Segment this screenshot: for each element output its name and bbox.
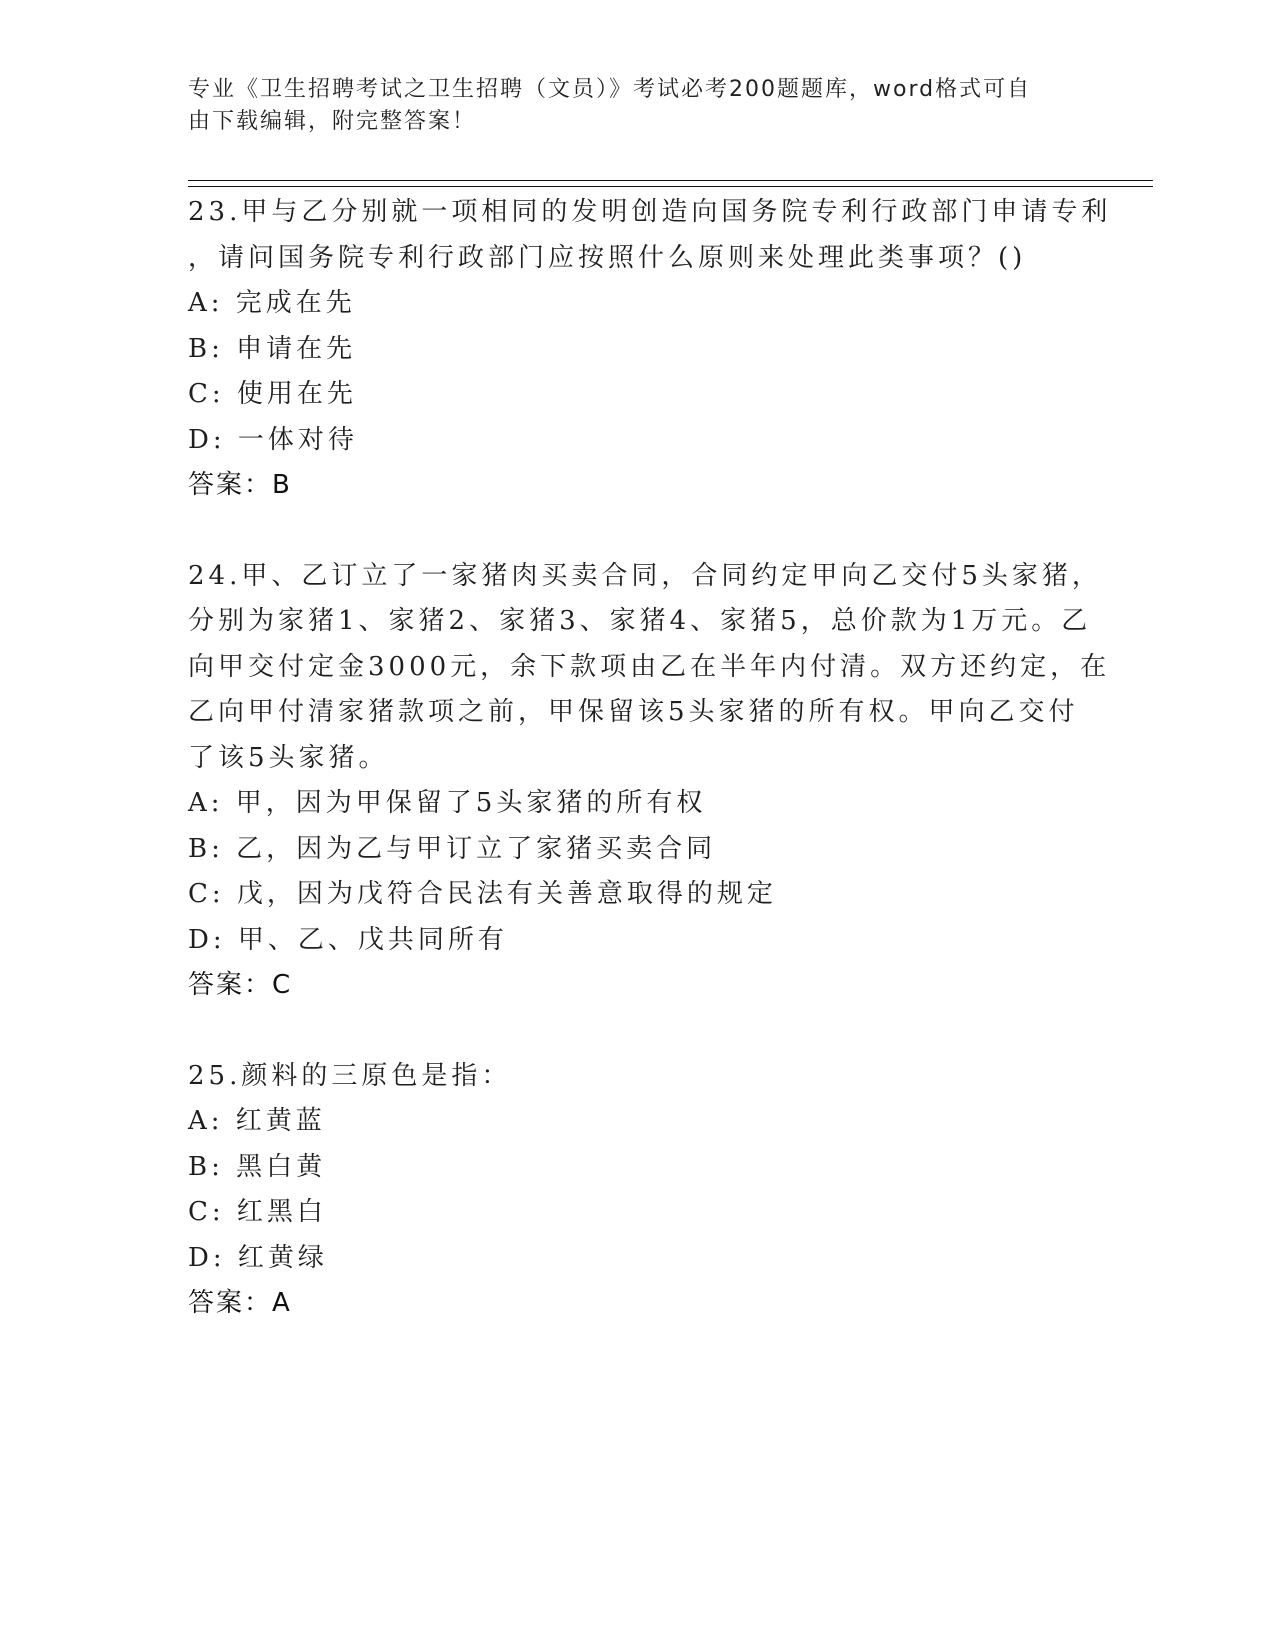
option-b: B: 黑白黄 (188, 1151, 327, 1182)
option-a: A: 红黄蓝 (188, 1106, 326, 1136)
answer-label: 答案：A (188, 1288, 292, 1318)
question-23 (188, 190, 1112, 509)
option-c: C: 戊，因为戊符合民法有关善意取得的规定 (188, 879, 777, 909)
document-header (188, 74, 1068, 138)
option-d: D: 红黄绿 (188, 1242, 328, 1273)
question-25 (188, 1054, 1088, 1327)
header-rule-top (188, 180, 1153, 181)
option-b: B: 申请在先 (188, 333, 357, 364)
question-stem-line: 分别为家猪1、家猪2、家猪3、家猪4、家猪5，总价款为1万元。乙 (188, 606, 1092, 636)
option-a: A: 甲，因为甲保留了5头家猪的所有权 (188, 788, 707, 818)
question-stem-line: 25.颜料的三原色是指： (188, 1060, 512, 1091)
header-line-2: 由下载编辑，附完整答案！ (188, 109, 477, 134)
option-d: D: 甲、乙、戊共同所有 (188, 924, 508, 955)
question-stem-line: ，请问国务院专利行政部门应按照什么原则来处理此类事项？() (188, 242, 1027, 273)
answer-label: 答案：B (188, 470, 292, 500)
question-24 (188, 554, 1111, 1009)
question-list (188, 190, 1112, 1327)
question-stem-line: 向甲交付定金3000元，余下款项由乙在半年内付清。双方还约定，在 (188, 651, 1111, 682)
spacer (188, 509, 1088, 554)
option-b: B: 乙，因为乙与甲订立了家猪买卖合同 (188, 833, 717, 864)
option-c: C: 红黑白 (188, 1197, 327, 1227)
header-rule-bottom (188, 186, 1153, 187)
option-d: D: 一体对待 (188, 424, 358, 455)
question-stem-line: 了该5头家猪。 (188, 742, 389, 773)
spacer (188, 1009, 1088, 1054)
option-c: C: 使用在先 (188, 379, 357, 409)
header-line-1: 专业《卫生招聘考试之卫生招聘（文员）》考试必考200题题库，word格式可自 (188, 77, 1032, 102)
question-stem-line: 24.甲、乙订立了一家猪肉买卖合同，合同约定甲向乙交付5头家猪， (188, 560, 1102, 591)
question-stem-line: 23.甲与乙分别就一项相同的发明创造向国务院专利行政部门申请专利 (188, 197, 1112, 227)
answer-label: 答案：C (188, 970, 293, 1000)
question-stem-line: 乙向甲付清家猪款项之前，甲保留该5头家猪的所有权。甲向乙交付 (188, 697, 1079, 727)
option-a: A: 完成在先 (188, 288, 356, 318)
